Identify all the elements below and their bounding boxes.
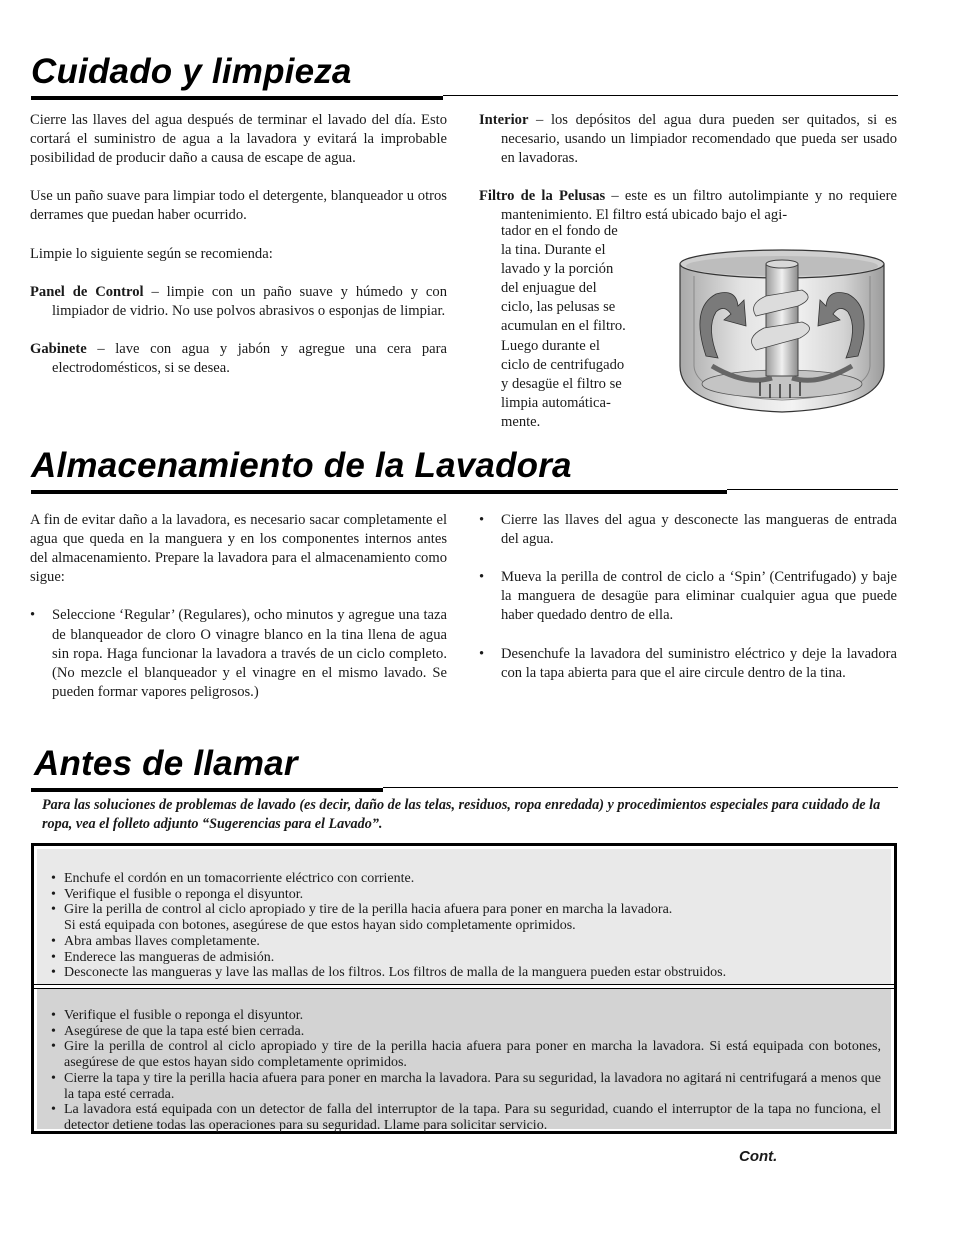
solution-item [51, 1008, 881, 1024]
solution-text: Desconecte las mangueras y lave las mallas de los filtros. Los filtros de malla de la manguera pueden estar obstruidos. [64, 965, 727, 981]
bullet: • [51, 1039, 56, 1055]
care-paragraph: Use un paño suave para limpiar todo el detergente, blanqueador u otros derrames que puedan haber ocurrido. [30, 188, 447, 224]
wrap-line: ciclo de centrifugado [501, 356, 625, 373]
solution-item [51, 1102, 881, 1133]
section-title-storage: Almacenamiento de la Lavadora [31, 446, 572, 485]
care-item-text: – los depósitos del agua dura pueden ser quitados, si es necesario, usando un limpiador recomendado que pueda ser usado en lavadoras. [501, 112, 897, 167]
section-title-care: Cuidado y limpieza [31, 52, 352, 91]
troubleshooting-table [31, 843, 897, 1134]
solution-text: Gire la perilla de control al ciclo apropiado y tire de la perilla hacia afuera para poner en marcha la lavadora. [64, 902, 673, 918]
washer-tub-illustration [676, 246, 888, 416]
wrap-line: la tina. Durante el [501, 242, 606, 259]
wrap-line: Luego durante el [501, 337, 600, 354]
bullet: • [479, 512, 485, 528]
bullet: • [30, 607, 36, 624]
bullet: • [51, 949, 56, 965]
bullet: • [51, 933, 56, 949]
solution-item [51, 1039, 881, 1070]
storage-step-text: Seleccione ‘Regular’ (Regulares), ocho minutos y agregue una taza de blanqueador de cloro O vinagre blanco en la tina llena de agua sin ropa. Haga funcionar la lavadora a través de un ciclo completo. (No mezcle el blanqueador y el vinagre en el mismo lavado. Se pueden formar vapores peligrosos.) [52, 607, 447, 700]
care-item-label: Interior [479, 112, 529, 128]
care-item-label: Filtro de la Pelusas [479, 188, 606, 205]
table-row [37, 989, 891, 1133]
storage-intro: A fin de evitar daño a la lavadora, es necesario sacar completamente el agua que queda en la manguera y en los componentes internos antes del almacenamiento. Prepare la lavadora para el almacenamiento como sigue: [30, 512, 447, 586]
storage-steps-left [30, 606, 447, 701]
care-item-lint-filter [479, 187, 897, 225]
solution-text: Verifique el fusible o reponga el disyuntor. [64, 1008, 304, 1023]
care-item-text: – este es un filtro autolimpiante y no requiere mantenimiento. El filtro está ubicado bajo el agi- [501, 188, 897, 224]
solution-text: Verifique el fusible o reponga el disyuntor. [64, 886, 304, 902]
solution-item [51, 1024, 881, 1040]
care-item-label: Panel de Control [30, 283, 144, 300]
storage-step [30, 606, 447, 701]
storage-right-column [479, 511, 897, 702]
storage-step [479, 645, 897, 683]
care-item-cabinet [30, 340, 447, 378]
laundering-note: Para las soluciones de problemas de lavado (es decir, daño de las telas, residuos, ropa enredada) y procedimientos especiales para cuidado de la ropa, vea el folleto adjunto “Sugerencias para el Lavado”. [42, 797, 881, 832]
solution-item [51, 887, 881, 903]
solution-text: Abra ambas llaves completamente. [64, 933, 260, 949]
solution-item [51, 950, 881, 966]
solution-list [51, 1008, 881, 1134]
care-left-column [30, 111, 447, 378]
solution-text: Asegúrese de que la tapa esté bien cerrada. [64, 1023, 305, 1039]
solution-item [51, 902, 881, 933]
wrap-line: ciclo, las pelusas se [501, 299, 616, 316]
storage-steps-right [479, 511, 897, 683]
title-rule [383, 787, 898, 788]
care-item-text: – lave con agua y jabón y agregue una cera para electrodomésticos, si se desea. [52, 341, 447, 377]
solution-text: Enchufe el cordón en un tomacorriente eléctrico con corriente. [64, 871, 415, 886]
care-paragraph: Cierre las llaves del agua después de terminar el lavado del día. Esto cortará el suministro de agua a la lavadora y evitará la improbable posibilidad de producir daño a causa de escape de agua. [30, 112, 447, 167]
solution-item [51, 934, 881, 950]
care-item-panel [30, 283, 447, 321]
solution-text: Gire la perilla de control al ciclo apropiado y tire de la perilla hacia afuera para poner en marcha la lavadora. Si está equipada con botones, asegúrese de que estos hayan sido completamente oprimidos. [64, 1039, 881, 1071]
storage-left-column [30, 511, 447, 721]
bullet: • [51, 1070, 56, 1086]
table-row [37, 849, 891, 984]
title-rule [443, 95, 898, 96]
wrap-line: y desagüe el filtro se [501, 375, 622, 392]
solution-item [51, 871, 881, 887]
storage-step [479, 568, 897, 625]
care-item-label: Gabinete [30, 341, 87, 358]
wrap-line: del enjuague del [501, 280, 597, 297]
care-paragraph: Limpie lo siguiente según se recomienda: [30, 245, 273, 262]
wrap-line: lavado y la porción [501, 261, 614, 278]
solution-item [51, 1071, 881, 1102]
wrap-line: tador en el fondo de [501, 223, 618, 239]
care-right-column [479, 111, 897, 226]
bullet: • [51, 902, 56, 918]
solution-item [51, 965, 881, 981]
bullet: • [479, 569, 485, 586]
care-item-text: – limpie con un paño suave y húmedo y con limpiador de vidrio. No use polvos abrasivos o esponjas de limpiar. [52, 283, 447, 319]
storage-step-text: Mueva la perilla de control de ciclo a ‘Spin’ (Centrifugado) y baje la manguera de desagüe para eliminar cualquier agua que puede haber quedado dentro de ella. [501, 569, 897, 624]
wrap-line: mente. [501, 413, 541, 430]
solution-text: Cierre la tapa y tire la perilla hacia afuera para poner en marcha la lavadora. Para su seguridad, la lavadora no agitará ni centrifugará a menos que la tapa esté cerrada. [64, 1070, 881, 1102]
section-title-before-calling: Antes de llamar [34, 744, 298, 783]
bullet: • [51, 1008, 56, 1023]
storage-step-text: Cierre las llaves del agua y desconecte las mangueras de entrada del agua. [501, 512, 897, 548]
bullet: • [51, 965, 56, 981]
solution-text-continued: Si está equipada con botones, asegúrese de que estos hayan sido completamente oprimidos. [64, 918, 576, 934]
bullet: • [479, 645, 485, 662]
title-underline [31, 490, 727, 494]
wrap-line: acumulan en el filtro. [501, 318, 626, 335]
bullet: • [51, 1102, 56, 1118]
wrap-line: limpia automática- [501, 394, 611, 411]
solution-text: Enderece las mangueras de admisión. [64, 949, 275, 965]
solution-text: La lavadora está equipada con un detector de falla del interruptor de la tapa. Para su seguridad, cuando el interruptor de la tapa no funciona, el detector detiene todas las operaciones para su seguridad. Llame para solicitar servicio. [64, 1102, 881, 1133]
care-item-interior [479, 111, 897, 168]
lint-filter-wrap-text [501, 222, 651, 432]
continued-label: Cont. [739, 1148, 778, 1165]
storage-step-text: Desenchufe la lavadora del suministro eléctrico y deje la lavadora con la tapa abierta para que el aire circule dentro de la tina. [501, 645, 897, 681]
title-rule [727, 489, 898, 490]
bullet: • [51, 1023, 56, 1039]
title-underline [31, 788, 383, 792]
title-underline [31, 96, 443, 100]
bullet: • [51, 871, 56, 886]
storage-step [479, 511, 897, 549]
solution-list [51, 871, 881, 981]
bullet: • [51, 886, 56, 902]
